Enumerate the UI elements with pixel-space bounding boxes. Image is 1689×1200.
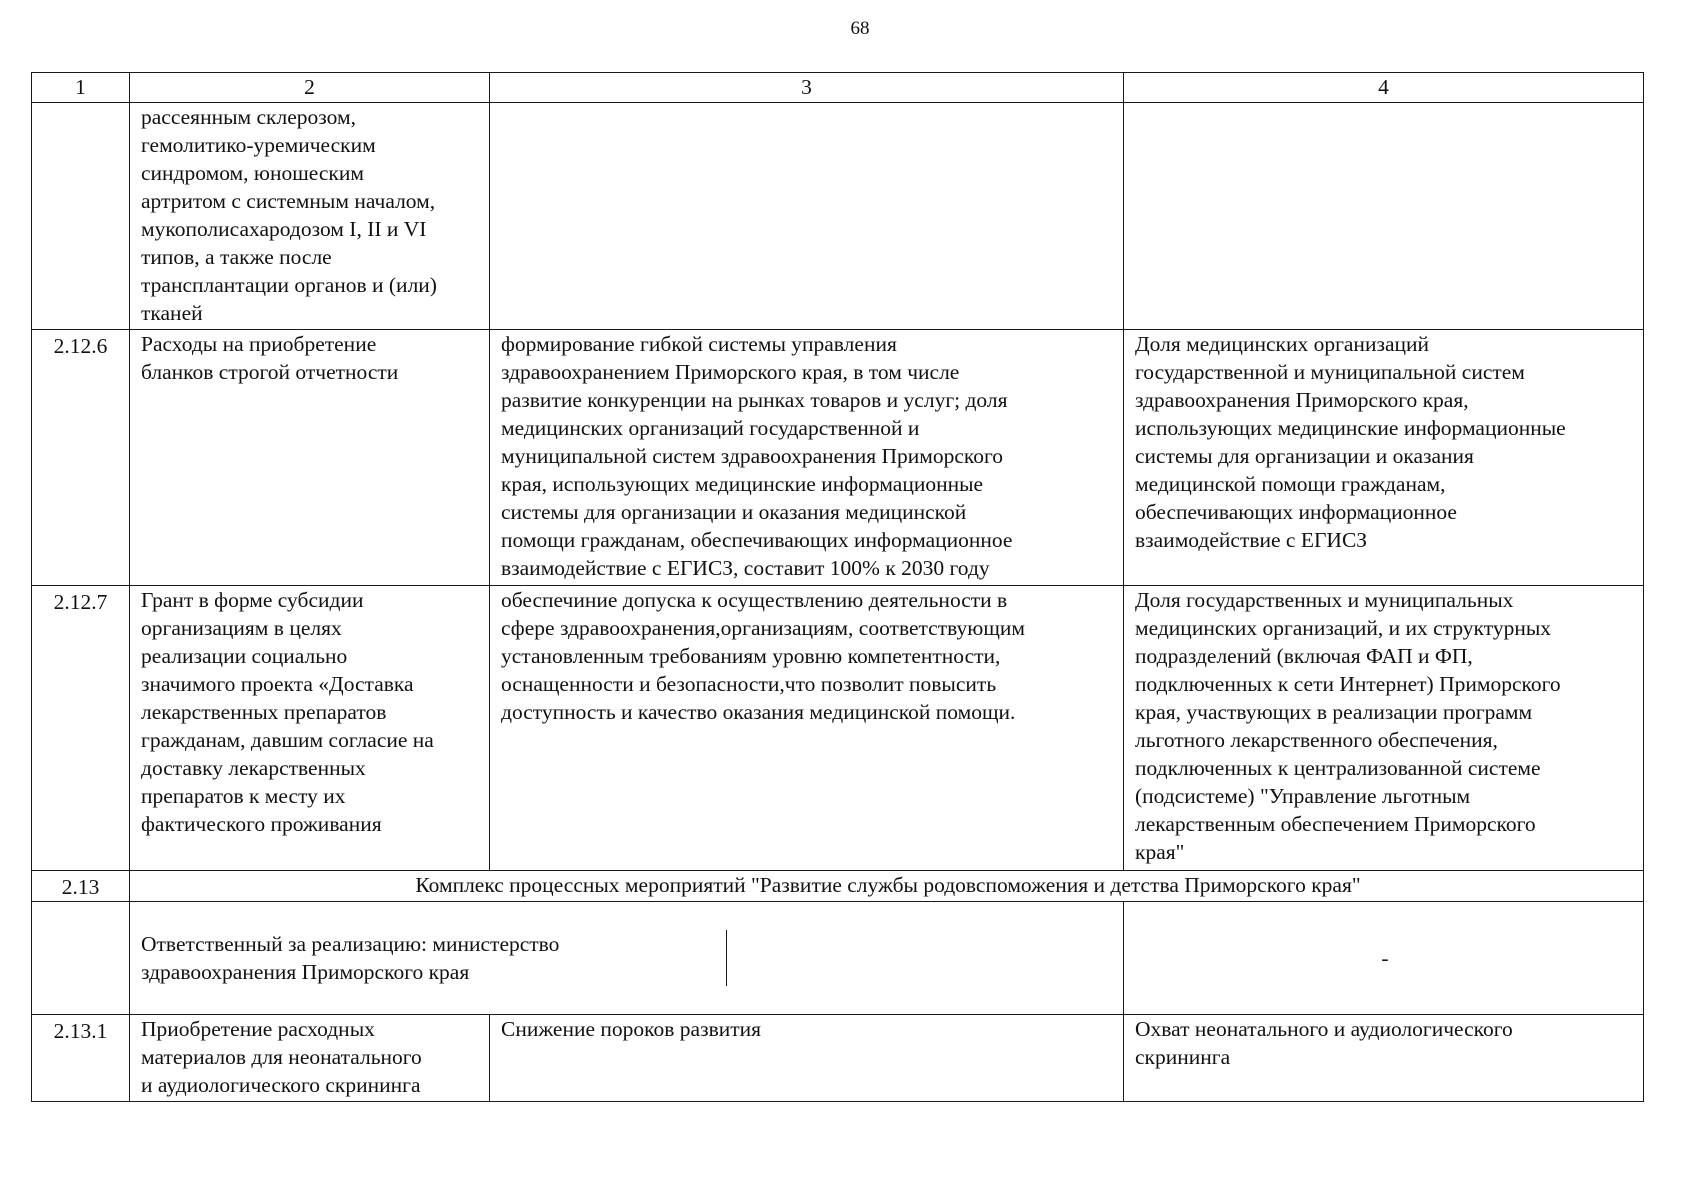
table-row: [32, 586, 1644, 871]
header-col-2: 2: [130, 73, 490, 103]
row-result: [490, 103, 1124, 330]
section-title: Комплекс процессных мероприятий "Развитие службы родовспоможения и детства Приморского края": [130, 871, 1644, 902]
responsible-empty-cell: [32, 902, 130, 1015]
responsible-filler: [727, 930, 1124, 986]
header-col-4: 4: [1124, 73, 1644, 103]
measures-table: [31, 72, 1644, 1102]
page-number: 68: [850, 18, 870, 39]
row-number: 2.12.7: [32, 586, 130, 871]
row-measure: Грант в форме субсидии организациям в целях реализации социально значимого проекта «Доставка лекарственных препаратов гражданам, давшим согласие на доставку лекарственных препаратов к месту их фактического проживания: [130, 586, 490, 871]
responsible-inner: [141, 930, 1123, 986]
header-col-1: 1: [32, 73, 130, 103]
row-measure: Расходы на приобретение бланков строгой отчетности: [130, 330, 490, 586]
table-row: [32, 103, 1644, 330]
table-row: [32, 1015, 1644, 1102]
row-measure: рассеянным склерозом, гемолитико-уремическим синдромом, юношеским артритом с системным началом, мукополисахародозом I, II и VI типов, а также после трансплантации органов и (или) тканей: [130, 103, 490, 330]
row-indicator: Доля государственных и муниципальных медицинских организаций, и их структурных подразделений (включая ФАП и ФП, подключенных к сети Интернет) Приморского края, участвующих в реализации программ льготного лекарственного обеспечения, подключенных к централизованной системе (подсистеме) "Управление льготным лекарственным обеспечением Приморского края": [1124, 586, 1644, 871]
responsible-label: Ответственный за реализацию: министерство здравоохранения Приморского края: [141, 930, 727, 986]
row-indicator: Охват неонатального и аудиологического скрининга: [1124, 1015, 1644, 1102]
row-indicator: Доля медицинских организаций государственной и муниципальной систем здравоохранения Приморского края, использующих медицинские информационные системы для организации и оказания медицинской помощи гражданам, обеспечивающих информационное взаимодействие с ЕГИСЗ: [1124, 330, 1644, 586]
header-col-3: 3: [490, 73, 1124, 103]
table-row: [32, 330, 1644, 586]
row-result: обеспечиние допуска к осуществлению деятельности в сфере здравоохранения,организациям, соответствующим установленным требованиям уровню компетентности, оснащенности и безопасности,что позволит повысить доступность и качество оказания медицинской помощи.: [490, 586, 1124, 871]
responsible-row: [32, 902, 1644, 1015]
section-row: [32, 871, 1644, 902]
responsible-wrap: [130, 902, 1124, 1015]
row-indicator: [1124, 103, 1644, 330]
row-result: формирование гибкой системы управления здравоохранением Приморского края, в том числе развитие конкуренции на рынках товаров и услуг; доля медицинских организаций государственной и муниципальной систем здравоохранения Приморского края, использующих медицинские информационные системы для организации и оказания медицинской помощи гражданам, обеспечивающих информационное взаимодействие с ЕГИСЗ, составит 100% к 2030 году: [490, 330, 1124, 586]
section-number: 2.13: [32, 871, 130, 902]
row-number: 2.13.1: [32, 1015, 130, 1102]
responsible-value: -: [1124, 902, 1644, 1015]
row-measure: Приобретение расходных материалов для неонатального и аудиологического скрининга: [130, 1015, 490, 1102]
row-number: 2.12.6: [32, 330, 130, 586]
table-header-row: [32, 73, 1644, 103]
row-result: Снижение пороков развития: [490, 1015, 1124, 1102]
row-number: [32, 103, 130, 330]
